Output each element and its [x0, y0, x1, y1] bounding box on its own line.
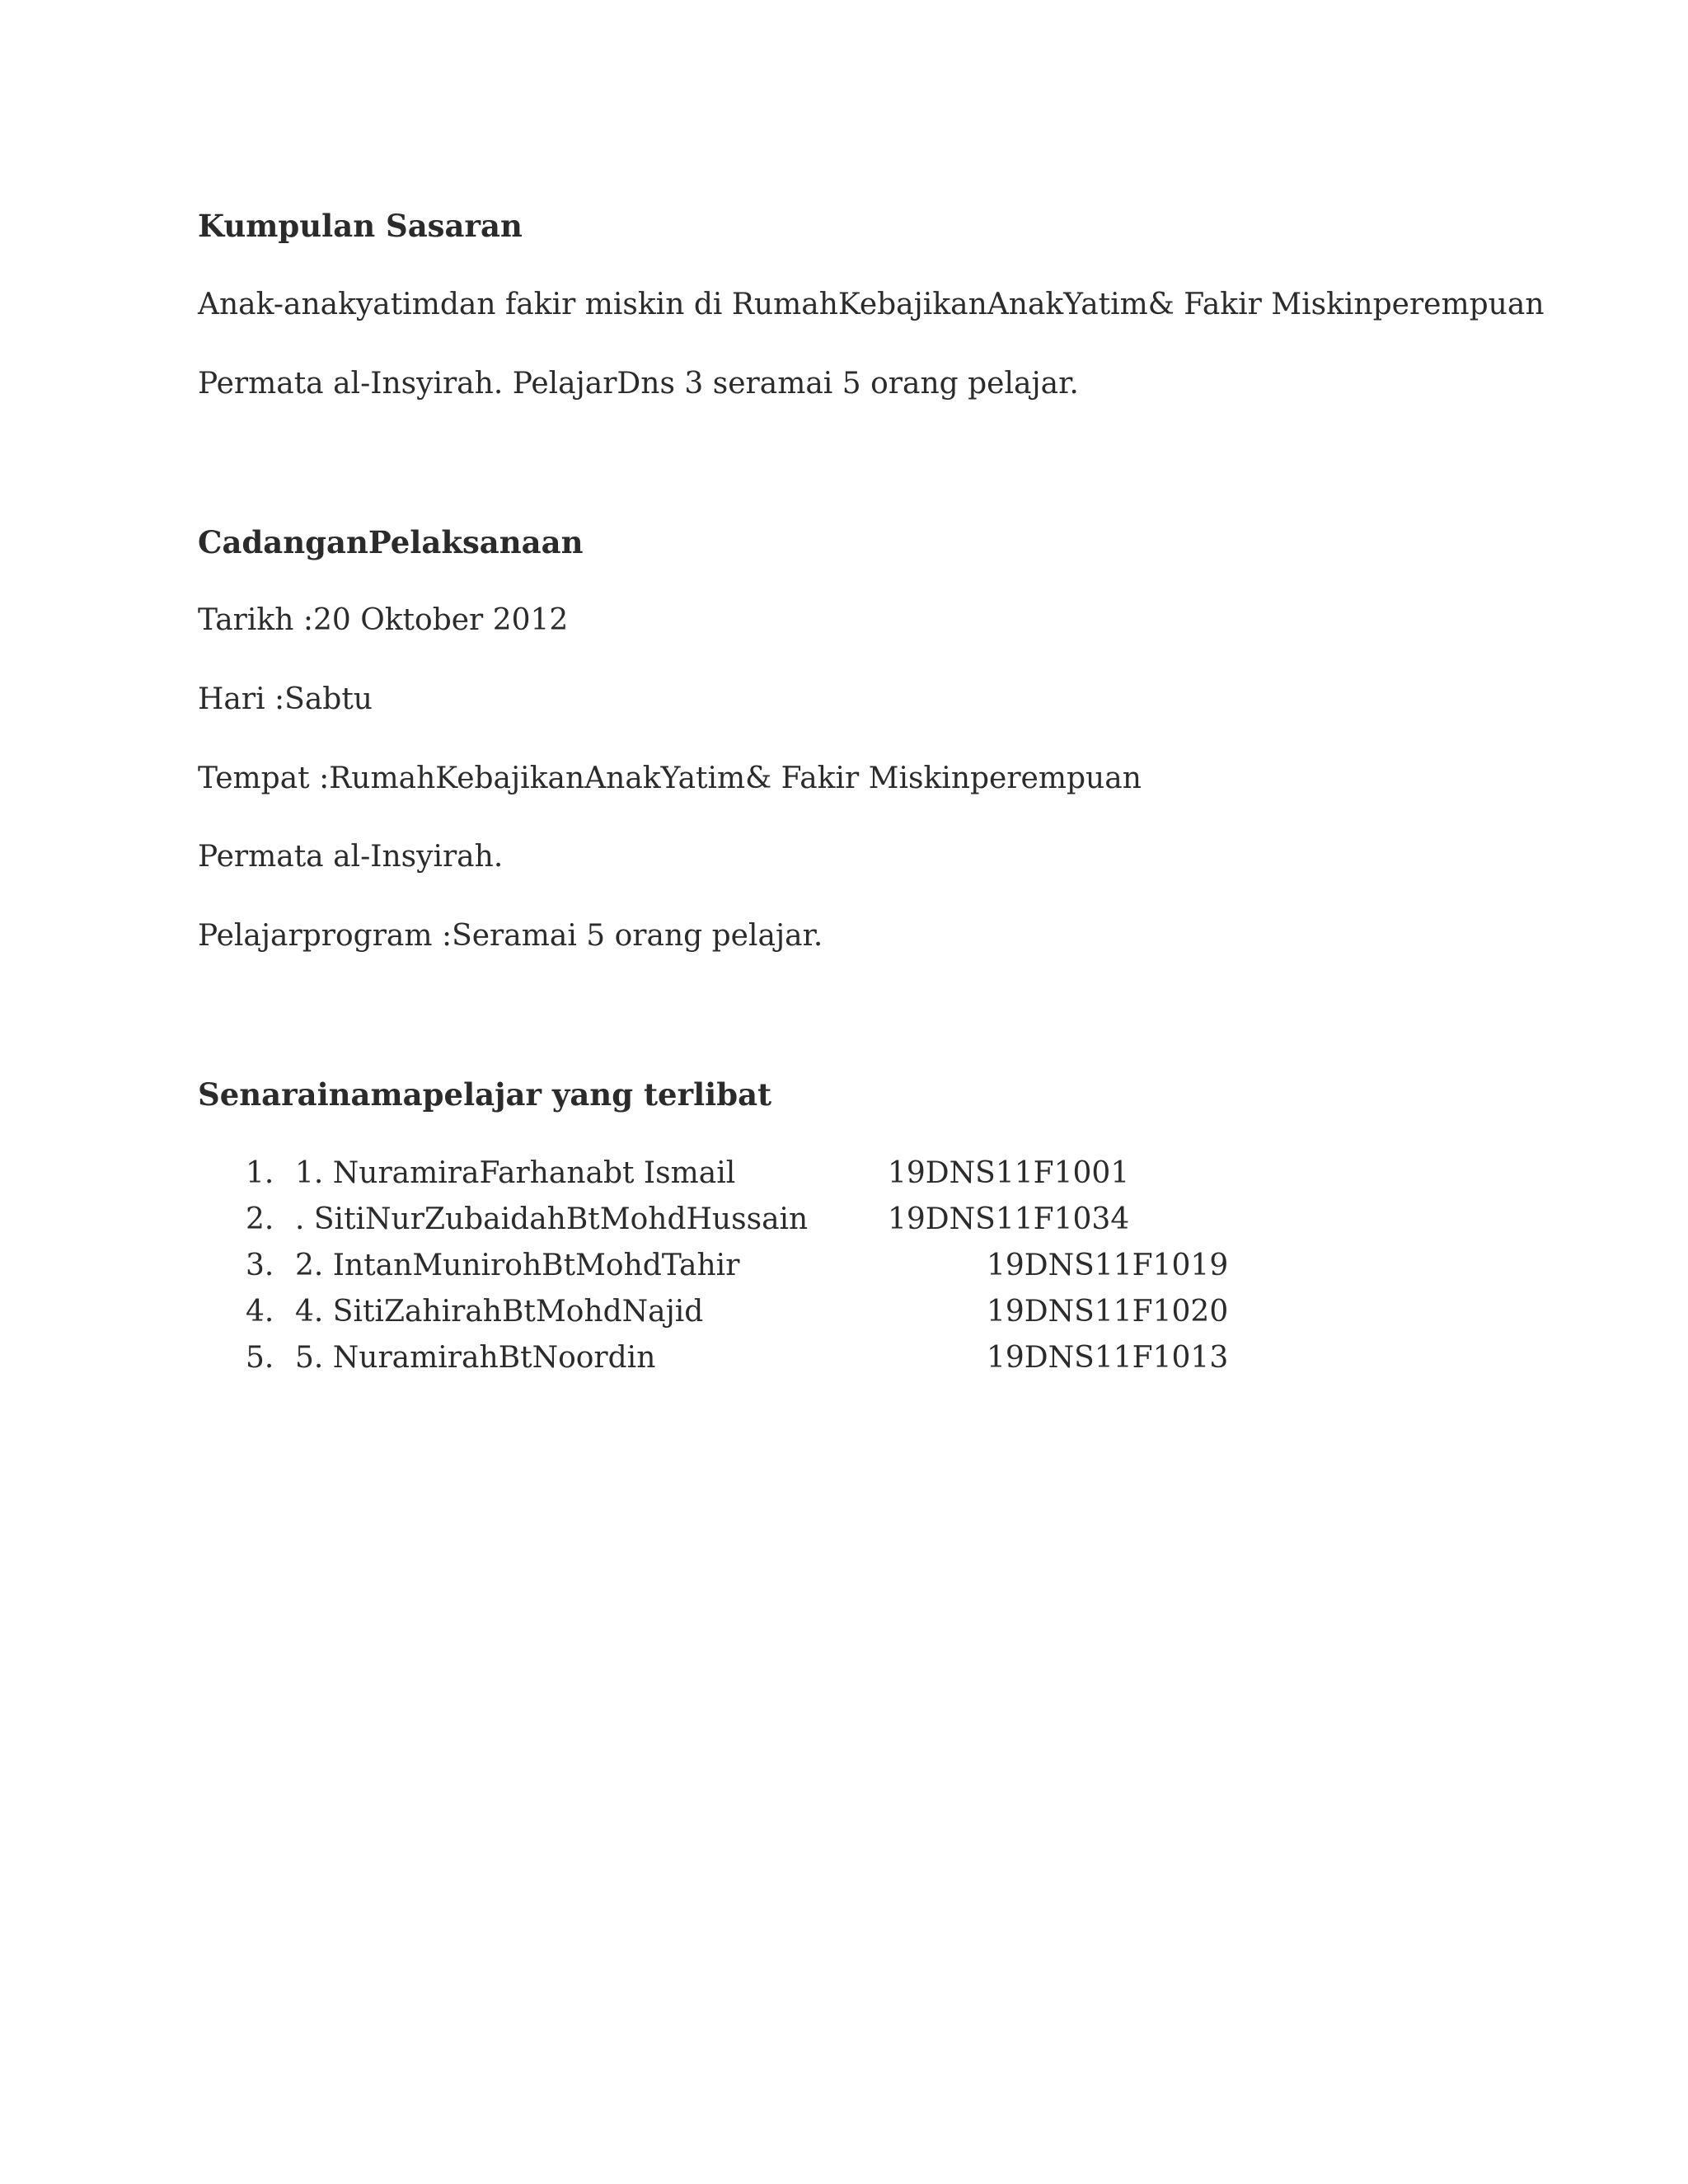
heading-kumpulan-sasaran: Kumpulan Sasaran: [198, 208, 523, 244]
tarikh-line: Tarikh :20 Oktober 2012: [198, 603, 569, 637]
heading-senarai-pelajar: Senarainamapelajar yang terlibat: [198, 1076, 772, 1113]
student-name: . SitiNurZubaidahBtMohdHussain: [295, 1202, 809, 1236]
heading-cadangan-pelaksanaan: CadanganPelaksanaan: [198, 524, 584, 560]
student-number: 2.: [246, 1202, 274, 1236]
student-name: 1. NuramiraFarhanabt Ismail: [295, 1156, 736, 1190]
student-number: 1.: [246, 1156, 274, 1190]
student-number: 5.: [246, 1341, 274, 1375]
tempat-line-2: Permata al-Insyirah.: [198, 840, 504, 874]
student-name: 5. NuramirahBtNoordin: [295, 1341, 656, 1375]
student-matric: 19DNS11F1019: [987, 1249, 1229, 1282]
sasaran-line-1: Anak-anakyatimdan fakir miskin di RumahKebajikanAnakYatim& Fakir Miskinperempuan: [198, 288, 1545, 321]
student-matric: 19DNS11F1020: [987, 1295, 1229, 1329]
student-name: 4. SitiZahirahBtMohdNajid: [295, 1295, 704, 1329]
student-matric: 19DNS11F1013: [987, 1341, 1229, 1375]
student-matric: 19DNS11F1034: [888, 1202, 1130, 1236]
sasaran-line-2: Permata al-Insyirah. PelajarDns 3 seramai 5 orang pelajar.: [198, 367, 1079, 401]
pelajar-program-line: Pelajarprogram :Seramai 5 orang pelajar.: [198, 919, 823, 953]
hari-line: Hari :Sabtu: [198, 682, 373, 716]
student-name: 2. IntanMunirohBtMohdTahir: [295, 1249, 740, 1282]
student-number: 4.: [246, 1295, 274, 1329]
student-matric: 19DNS11F1001: [888, 1156, 1130, 1190]
tempat-line-1: Tempat :RumahKebajikanAnakYatim& Fakir Miskinperempuan: [198, 762, 1142, 795]
student-number: 3.: [246, 1249, 274, 1282]
